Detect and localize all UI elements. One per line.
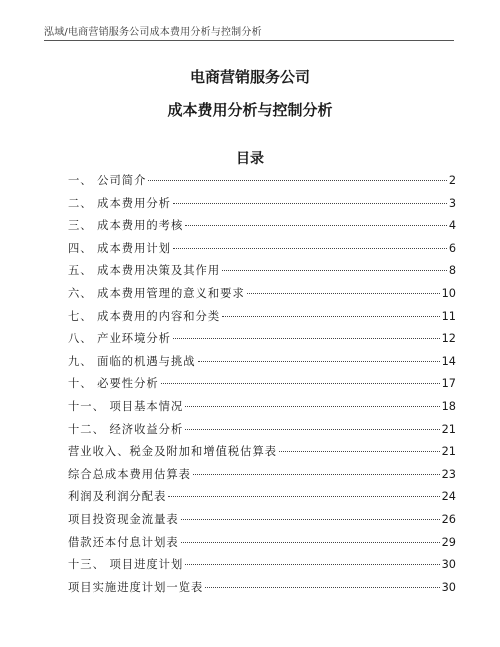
toc-entry-page: 30 (441, 558, 456, 572)
toc-entry-label: 一、 公司简介 (68, 174, 147, 187)
toc-dot-leader (181, 519, 440, 520)
toc-entry-page: 14 (441, 354, 456, 368)
toc-entry-page: 23 (441, 467, 456, 481)
toc-dot-leader (205, 587, 439, 588)
table-of-contents (68, 172, 456, 601)
toc-entry-label: 综合总成本费用估算表 (68, 467, 191, 481)
toc-dot-leader (247, 293, 440, 294)
toc-entry[interactable] (68, 285, 456, 308)
toc-entry[interactable] (68, 556, 456, 579)
toc-entry[interactable] (68, 488, 456, 511)
toc-dot-leader (222, 316, 439, 317)
toc-entry-page: 6 (448, 241, 456, 255)
toc-entry-page: 30 (441, 580, 456, 594)
toc-entry[interactable] (68, 375, 456, 398)
toc-entry[interactable] (68, 353, 456, 376)
toc-dot-leader (173, 203, 447, 204)
toc-entry[interactable] (68, 240, 456, 263)
toc-entry[interactable] (68, 195, 456, 218)
toc-entry-page: 29 (441, 535, 456, 549)
toc-entry-label: 项目实施进度计划一览表 (68, 580, 204, 594)
toc-entry[interactable] (68, 262, 456, 285)
toc-entry[interactable] (68, 308, 456, 331)
toc-heading: 目录 (236, 151, 264, 167)
toc-entry[interactable] (68, 466, 456, 489)
toc-entry[interactable] (68, 579, 456, 602)
toc-entry-label: 九、 面临的机遇与挑战 (68, 354, 196, 368)
toc-entry-label: 项目投资现金流量表 (68, 512, 179, 526)
toc-dot-leader (148, 180, 446, 181)
toc-entry[interactable] (68, 443, 456, 466)
toc-entry-label: 借款还本付息计划表 (68, 535, 179, 549)
toc-dot-leader (181, 542, 440, 543)
toc-entry-page: 17 (441, 377, 456, 391)
toc-entry-page: 26 (441, 512, 456, 526)
toc-entry-label: 七、 成本费用的内容和分类 (68, 309, 221, 323)
toc-entry-label: 二、 成本费用分析 (68, 196, 171, 210)
toc-entry[interactable] (68, 421, 456, 444)
toc-entry-label: 十一、 项目基本情况 (68, 399, 184, 413)
toc-entry[interactable] (68, 330, 456, 353)
toc-entry-label: 八、 产业环境分析 (68, 332, 171, 346)
toc-dot-leader (279, 451, 440, 452)
toc-dot-leader (161, 383, 440, 384)
toc-dot-leader (193, 474, 440, 475)
toc-dot-leader (185, 406, 439, 407)
header-rule (44, 40, 454, 41)
toc-entry-page: 8 (448, 264, 456, 278)
company-title: 电商营销服务公司 (189, 68, 310, 86)
toc-entry[interactable] (68, 398, 456, 421)
toc-dot-leader (185, 564, 439, 565)
toc-dot-leader (198, 361, 440, 362)
toc-dot-leader (185, 429, 439, 430)
toc-entry-page: 18 (441, 399, 456, 413)
toc-entry-label: 四、 成本费用计划 (68, 241, 171, 255)
toc-entry-label: 三、 成本费用的考核 (68, 219, 184, 233)
toc-entry[interactable] (68, 217, 456, 240)
toc-entry-page: 11 (441, 309, 456, 323)
toc-entry-label: 利润及利润分配表 (68, 490, 167, 504)
toc-entry-page: 24 (441, 490, 456, 504)
toc-entry-page: 10 (441, 286, 456, 300)
toc-entry-page: 12 (441, 332, 456, 346)
report-title: 成本费用分析与控制分析 (167, 101, 333, 119)
toc-entry-page: 3 (448, 196, 456, 210)
toc-entry-page: 4 (448, 219, 456, 233)
toc-entry-label: 五、 成本费用决策及其作用 (68, 264, 221, 278)
toc-dot-leader (173, 338, 440, 339)
toc-entry[interactable] (68, 534, 456, 557)
toc-entry-label: 营业收入、税金及附加和增值税估算表 (68, 445, 278, 459)
toc-entry-label: 六、 成本费用管理的意义和要求 (68, 286, 245, 300)
toc-entry-label: 十二、 经济收益分析 (68, 422, 184, 436)
toc-entry-page: 2 (448, 174, 456, 187)
toc-entry[interactable] (68, 511, 456, 534)
toc-entry-label: 十三、 项目进度计划 (68, 558, 184, 572)
toc-dot-leader (168, 496, 439, 497)
toc-entry-label: 十、 必要性分析 (68, 377, 159, 391)
toc-dot-leader (173, 248, 447, 249)
running-header: 泓域/电商营销服务公司成本费用分析与控制分析 (44, 27, 262, 38)
toc-dot-leader (185, 225, 447, 226)
toc-entry-page: 21 (441, 445, 456, 459)
toc-dot-leader (222, 270, 447, 271)
toc-entry-page: 21 (441, 422, 456, 436)
toc-entry[interactable] (68, 172, 456, 195)
